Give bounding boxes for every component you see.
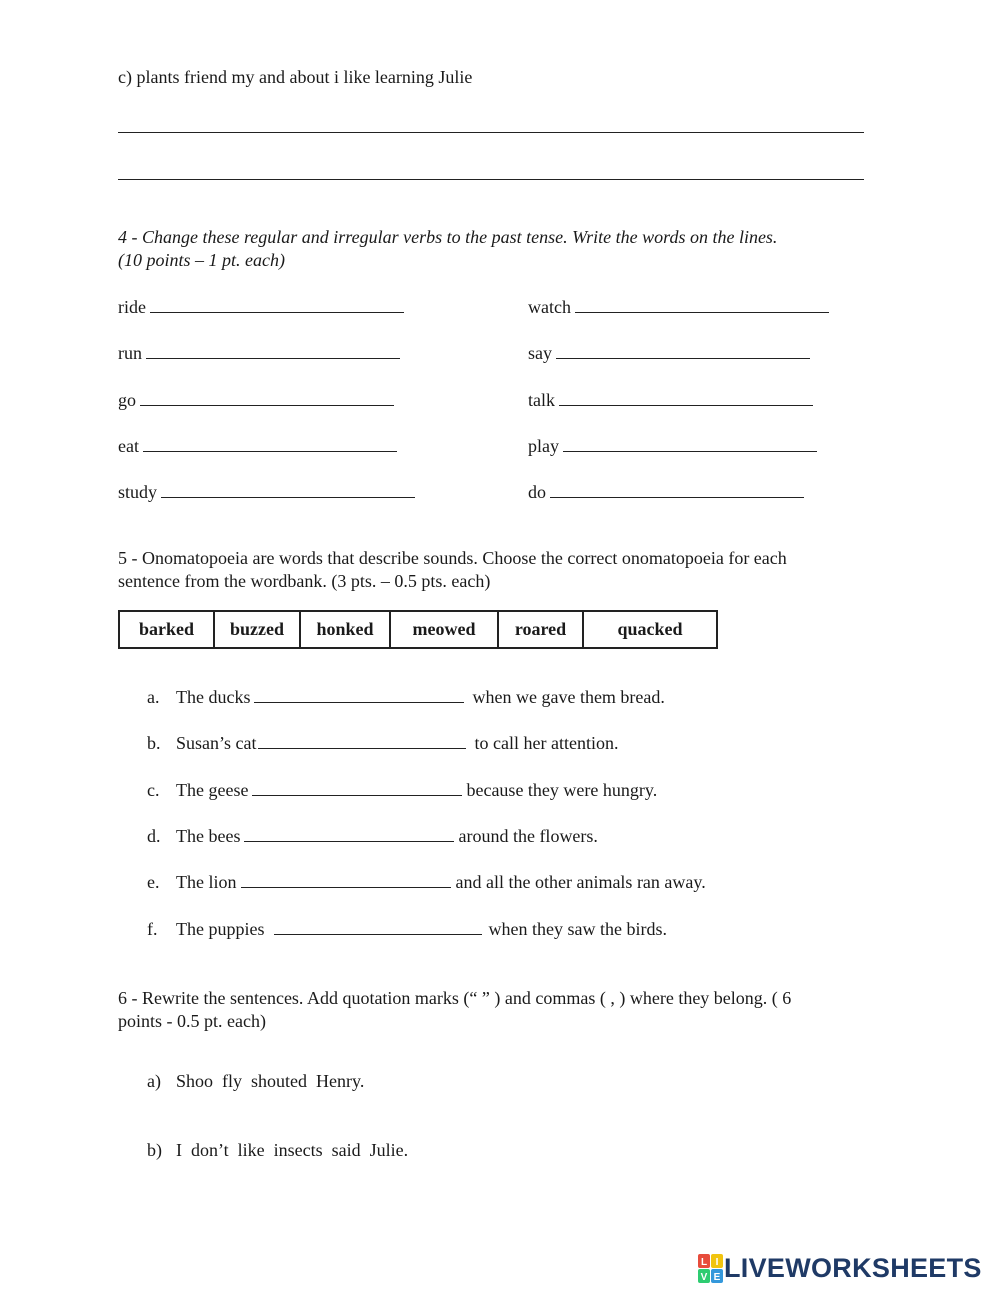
q6-instruction-line-1: 6 - Rewrite the sentences. Add quotation marks (“ ” ) and commas ( , ) where they belong. ( 6	[118, 988, 792, 1008]
verb-label-left: eat	[118, 436, 139, 456]
wordbank-table	[118, 610, 718, 649]
answer-blank[interactable]	[241, 871, 451, 888]
q6-instruction-line-2: points - 0.5 pt. each)	[118, 1011, 266, 1031]
item-after: around the flowers.	[458, 826, 598, 846]
q6-item-b	[147, 1140, 408, 1161]
svg-text:I: I	[715, 1257, 719, 1268]
svg-text:V: V	[700, 1272, 708, 1283]
item-before: The puppies	[176, 919, 265, 939]
item-label: f.	[147, 919, 158, 939]
verb-row-1	[118, 296, 878, 322]
wordbank-word: honked	[300, 611, 390, 648]
verb-blank[interactable]	[559, 389, 813, 406]
verb-label-right: play	[528, 436, 559, 456]
verb-blank[interactable]	[143, 435, 397, 452]
item-label: a.	[147, 687, 160, 707]
item-after: when they saw the birds.	[488, 919, 667, 939]
item-before: The lion	[176, 872, 237, 892]
wordbank-word: quacked	[583, 611, 717, 648]
item-before: The bees	[176, 826, 241, 846]
wordbank-word: buzzed	[214, 611, 300, 648]
verb-blank[interactable]	[146, 342, 400, 359]
wordbank-word: roared	[498, 611, 583, 648]
item-after: and all the other animals ran away.	[455, 872, 706, 892]
svg-text:E: E	[713, 1272, 721, 1283]
answer-blank[interactable]	[254, 686, 464, 703]
verb-row-3	[118, 389, 878, 415]
answer-blank[interactable]	[274, 918, 482, 935]
verb-blank[interactable]	[161, 481, 415, 498]
verb-label-right: say	[528, 343, 552, 363]
q3c-prompt: c) plants friend my and about i like learning Julie	[118, 67, 473, 87]
verb-label-right: watch	[528, 297, 571, 317]
liveworksheets-logo-icon	[698, 1254, 724, 1284]
verb-blank[interactable]	[150, 296, 404, 313]
item-after: because they were hungry.	[466, 780, 658, 800]
wordbank-word: meowed	[390, 611, 498, 648]
q4-instruction-line-2: (10 points – 1 pt. each)	[118, 250, 285, 270]
q5-item-d	[147, 825, 598, 847]
q3c-answer-line-2[interactable]	[118, 179, 864, 180]
answer-blank[interactable]	[258, 732, 466, 749]
brand-name: LIVEWORKSHEETS	[724, 1253, 982, 1283]
item-text: Shoo fly shouted Henry.	[176, 1071, 365, 1091]
verb-row-2	[118, 342, 878, 368]
q5-instruction-line-1: 5 - Onomatopoeia are words that describe sounds. Choose the correct onomatopoeia for each	[118, 548, 787, 568]
q5-item-a	[147, 686, 665, 708]
item-text: I don’t like insects said Julie.	[176, 1140, 409, 1160]
item-after: to call her attention.	[474, 733, 619, 753]
q5-instruction-line-2: sentence from the wordbank. (3 pts. – 0.5 pts. each)	[118, 571, 491, 591]
verb-blank[interactable]	[563, 435, 817, 452]
verb-blank[interactable]	[575, 296, 829, 313]
item-label: b.	[147, 733, 161, 753]
q4-instruction-line-1: 4 - Change these regular and irregular verbs to the past tense. Write the words on the lines.	[118, 227, 778, 247]
wordbank-word: barked	[119, 611, 214, 648]
verb-label-left: ride	[118, 297, 146, 317]
answer-blank[interactable]	[244, 825, 454, 842]
item-after: when we gave them bread.	[472, 687, 665, 707]
verb-blank[interactable]	[556, 342, 810, 359]
item-label: b)	[147, 1140, 162, 1160]
q3c-answer-line-1[interactable]	[118, 132, 864, 133]
svg-text:L: L	[700, 1257, 708, 1268]
verb-label-left: study	[118, 482, 158, 502]
verb-row-4	[118, 435, 878, 461]
q5-item-f	[147, 918, 667, 940]
item-label: a)	[147, 1071, 161, 1091]
q5-item-c	[147, 779, 657, 801]
q6-item-a	[147, 1071, 364, 1092]
item-before: Susan’s cat	[176, 733, 257, 753]
verb-label-right: talk	[528, 390, 555, 410]
verb-label-left: go	[118, 390, 136, 410]
q5-item-e	[147, 871, 706, 893]
verb-blank[interactable]	[140, 389, 394, 406]
verb-row-5	[118, 481, 878, 507]
item-before: The geese	[176, 780, 249, 800]
verb-label-left: run	[118, 343, 142, 363]
item-label: d.	[147, 826, 161, 846]
q5-item-b	[147, 732, 618, 754]
item-before: The ducks	[176, 687, 251, 707]
item-label: e.	[147, 872, 160, 892]
item-label: c.	[147, 780, 160, 800]
answer-blank[interactable]	[252, 779, 462, 796]
verb-blank[interactable]	[550, 481, 804, 498]
verb-label-right: do	[528, 482, 546, 502]
